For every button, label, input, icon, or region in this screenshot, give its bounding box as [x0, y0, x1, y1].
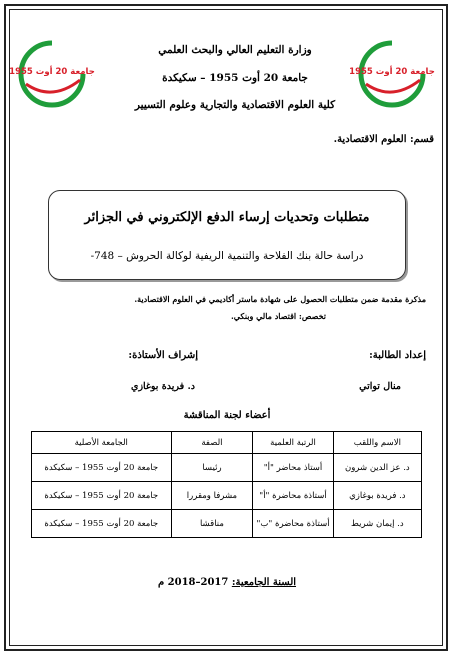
table-header-row [32, 432, 422, 454]
committee-table [31, 431, 422, 538]
memo-statement: مذكرة مقدمة ضمن متطلبات الحصول على شهادة ماستر أكاديمي في العلوم الاقتصادية. [134, 294, 426, 304]
table-cell: أستاذة محاضرة "أ" [253, 482, 333, 510]
supervisor-label: إشراف الأستاذة: [128, 350, 198, 361]
thesis-subtitle: دراسة حالة بنك الفلاحة والتنمية الريفية لوكالة الحروش – 748- [90, 250, 364, 262]
university-logo-left [9, 40, 95, 104]
academic-year-label: السنة الجامعية: [231, 577, 297, 588]
table-cell: د. فريدة بوغازي [333, 482, 421, 510]
thesis-title: متطلبات وتحديات إرساء الدفع الإلكتروني في الجزائر [84, 210, 370, 225]
ministry-name: وزارة التعليم العالي والبحث العلمي [158, 44, 312, 56]
column-header: الرتبة العلمية [253, 432, 333, 454]
title-box [48, 190, 406, 280]
specialty: تخصص: اقتصاد مالي وبنكي. [230, 311, 326, 321]
supervisor-name: د. فريدة بوغازي [131, 381, 195, 392]
column-header: الجامعة الأصلية [32, 432, 172, 454]
table-cell: جامعة 20 أوت 1955 – سكيكدة [32, 454, 172, 482]
department: قسم: العلوم الاقتصادية. [333, 134, 434, 145]
committee-title: أعضاء لجنة المناقشة [183, 410, 271, 421]
table-row [32, 482, 422, 510]
table-row [32, 510, 422, 538]
table-cell: جامعة 20 أوت 1955 – سكيكدة [32, 510, 172, 538]
table-row [32, 454, 422, 482]
table-cell: د. عز الدين شرون [333, 454, 421, 482]
column-header: الاسم واللقب [333, 432, 421, 454]
university-name: جامعة 20 أوت 1955 – سكيكدة [162, 72, 308, 84]
table-cell: أستاذ محاضر "أ" [253, 454, 333, 482]
logo-arc-red [366, 80, 420, 92]
logo-text: جامعة 20 أوت 1955 [349, 67, 435, 77]
table-cell: د. إيمان شريط [333, 510, 421, 538]
faculty-name: كلية العلوم الاقتصادية والتجارية وعلوم التسيير [134, 99, 336, 111]
logo-text: جامعة 20 أوت 1955 [9, 67, 95, 77]
academic-year [0, 577, 454, 588]
table-cell: رئيسا [171, 454, 253, 482]
prepared-by-label: إعداد الطالبة: [369, 350, 426, 361]
student-name: منال تواتي [359, 381, 401, 392]
academic-year-value: 2017–2018 م [157, 577, 229, 588]
table-cell: مناقشا [171, 510, 253, 538]
table-cell: جامعة 20 أوت 1955 – سكيكدة [32, 482, 172, 510]
table-cell: أستاذة محاضرة "ب" [253, 510, 333, 538]
logo-arc-red [26, 80, 80, 92]
column-header: الصفة [171, 432, 253, 454]
university-logo-right [349, 40, 435, 104]
table-cell: مشرفا ومقررا [171, 482, 253, 510]
